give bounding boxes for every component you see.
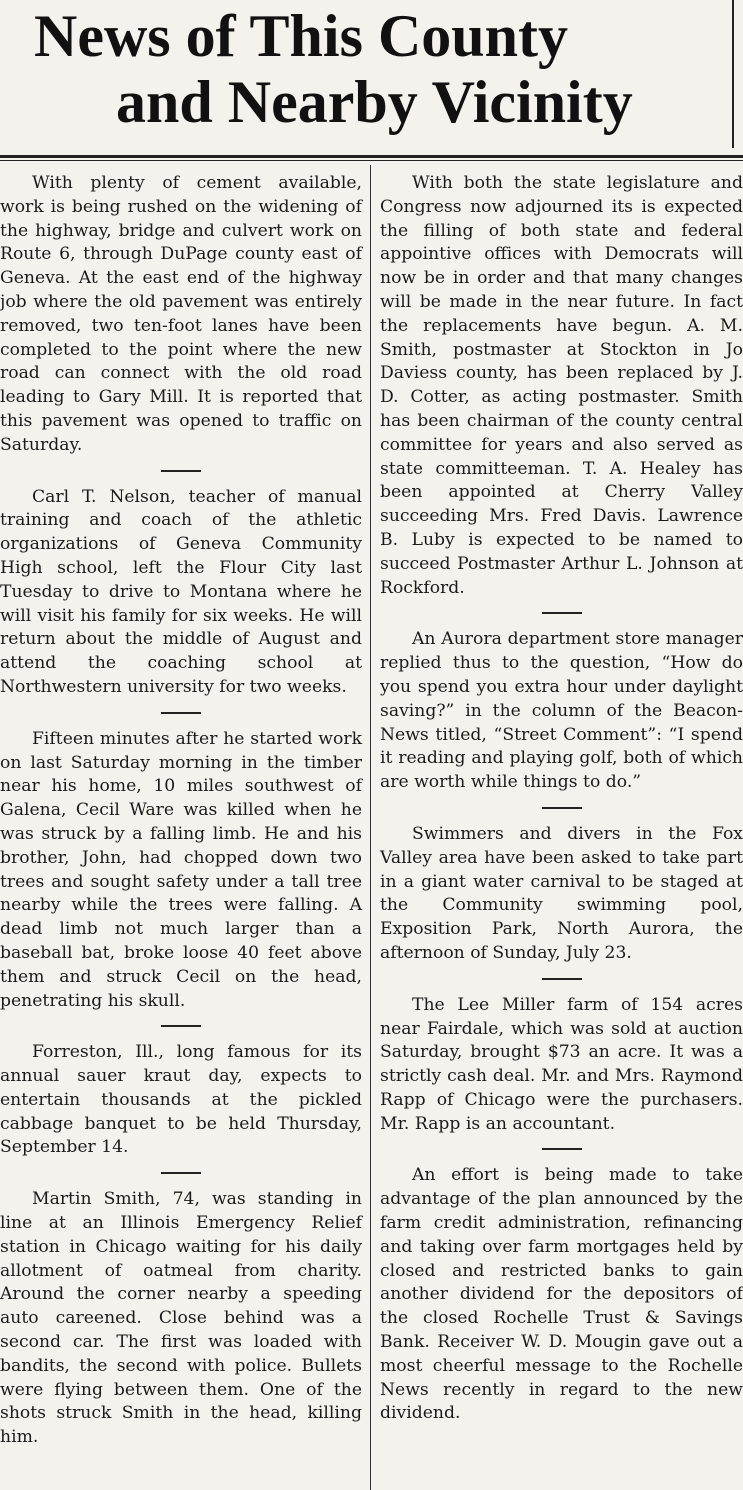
article-highway-widening: With plenty of cement available, work is being rushed on the widening of the highway, bridge and culvert work on Route 6, through DuPage county east of Geneva. At the east end of the highway job where the old pavement was entirely removed, two ten-foot lanes have been completed to the point where the new road can connect with the old road leading to Gary Mill. It is reported that this pavement was opened to traffic on Saturday.	[0, 173, 362, 455]
article-daylight-saving: An Aurora department store manager replied thus to the question, “How do you spend you extra hour under daylight saving?” in the column of the Beacon-News titled, “Street Comment”: “I spend it reading and playing golf, both of which are worth while things to do.”	[380, 629, 743, 793]
headline-line-1: News of This County	[34, 3, 568, 69]
article-cecil-ware: Fifteen minutes after he started work on last Saturday morning in the timber near his home, 10 miles southwest of Galena, Cecil Ware was killed when he was struck by a falling limb. He and his brother, John, had chopped down two trees and sought safety under a tall tree nearby while the trees were falling. A dead limb not much larger than a baseball bat, broke loose 40 feet above them and struck Cecil on the head, penetrating his skull.	[0, 728, 362, 1011]
column-divider	[370, 165, 371, 1490]
article-separator	[542, 978, 582, 980]
article-forreston: Forreston, Ill., long famous for its annual sauer kraut day, expects to entertain thousands at the pickled cabbage banquet to be held Thursday, September 14.	[0, 1042, 362, 1158]
article-martin-smith: Martin Smith, 74, was standing in line at an Illinois Emergency Relief station in Chicago waiting for his daily allotment of oatmeal from charity. Around the corner nearby a speeding auto careened. Close behind was a second car. The first was loaded with bandits, the second with police. Bullets were flying between them. One of the shots struck Smith in the head, killing him.	[0, 1189, 362, 1448]
headline-rule	[0, 155, 743, 161]
left-column	[0, 172, 362, 1450]
article-separator	[161, 1172, 201, 1174]
article-water-carnival: Swimmers and divers in the Fox Valley area have been asked to take part in a giant water carnival to be staged at the Community swimming pool, Exposition Park, North Aurora, the afternoon of Sunday, July 23.	[380, 823, 743, 963]
headline-box	[34, 0, 734, 148]
article-separator	[161, 1025, 201, 1027]
article-separator	[542, 807, 582, 809]
article-appointive-offices: With both the state legislature and Congress now adjourned its is expected the filling of both state and federal appointive offices with Democrats will now be in order and that many changes will be made in the near future. In fact the replacements have begun. A. M. Smith, postmaster at Stockton in Jo Daviess county, has been replaced by J. D. Cotter, as acting postmaster. Smith has been chairman of the county central committee for years and also served as state committeeman. T. A. Healey has been appointed at Cherry Valley succeeding Mrs. Fred Davis. Lawrence B. Luby is expected to be named to succeed Postmaster Arthur L. Johnson at Rockford.	[380, 173, 743, 598]
article-separator	[161, 470, 201, 472]
article-separator	[161, 712, 201, 714]
article-lee-miller-farm: The Lee Miller farm of 154 acres near Fairdale, which was sold at auction Saturday, brought $73 an acre. It was a strictly cash deal. Mr. and Mrs. Raymond Rapp of Chicago were the purchasers. Mr. Rapp is an accountant.	[380, 994, 743, 1134]
article-carl-nelson: Carl T. Nelson, teacher of manual training and coach of the athletic organizations of Geneva Community High school, left the Flour City last Tuesday to drive to Montana where he will visit his family for six weeks. He will return about the middle of August and attend the coaching school at Northwestern university for two weeks.	[0, 486, 362, 697]
headline-line-2: and Nearby Vicinity	[116, 69, 633, 135]
article-rochelle-bank: An effort is being made to take advantage of the plan announced by the farm credit administration, refinancing and taking over farm mortgages held by closed and restricted banks to gain another dividend for the depositors of the closed Rochelle Trust & Savings Bank. Receiver W. D. Mougin gave out a most cheerful message to the Rochelle News recently in regard to the new dividend.	[380, 1165, 743, 1424]
article-separator	[542, 1148, 582, 1150]
article-separator	[542, 612, 582, 614]
right-column	[380, 172, 743, 1426]
